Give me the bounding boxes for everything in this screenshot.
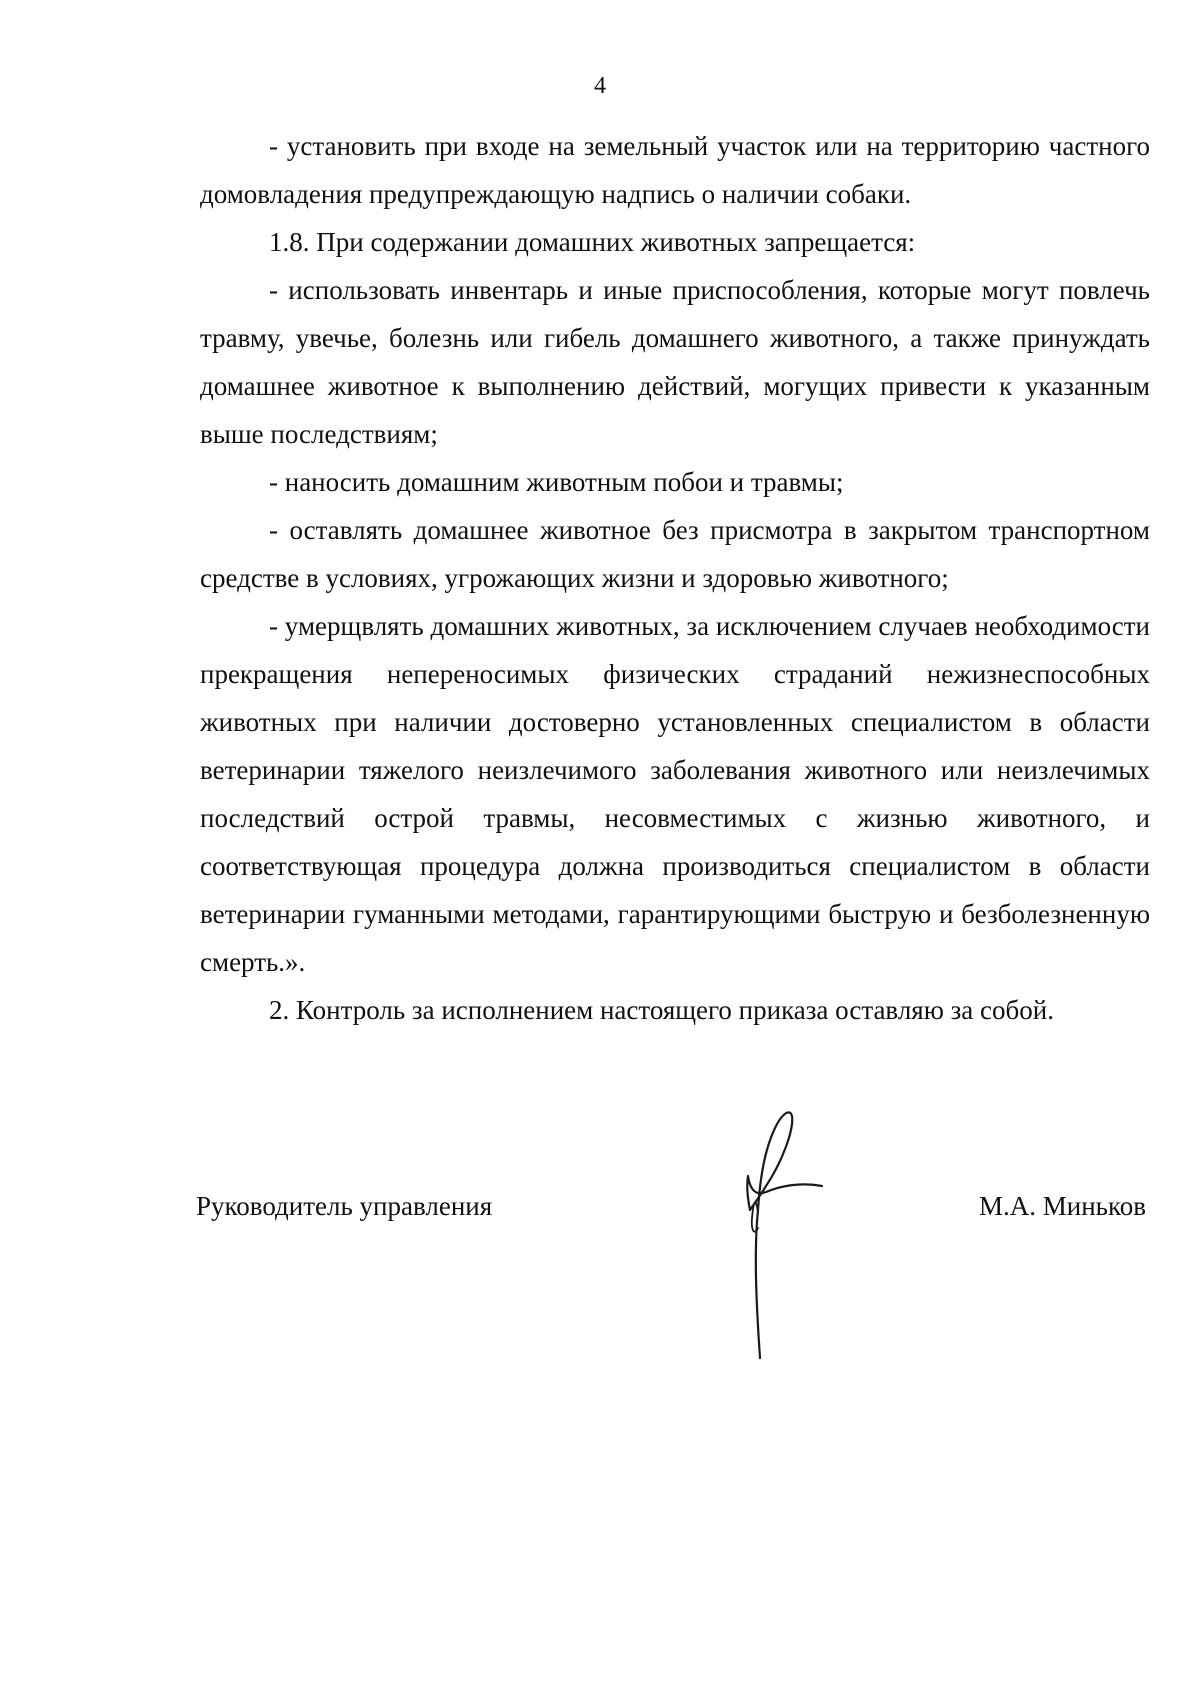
paragraph-control: 2. Контроль за исполнением настоящего приказа оставляю за собой. [269,995,1054,1025]
paragraph-prohibition-equipment: - использовать инвентарь и иные приспособления, которые могут повлечь травму, увечье, болезнь или гибель домашнего животного, а также принуждать домашнее животное к выполнению действий, могущих привести к указанным выше последствиям; [200,275,1150,449]
page-number: 4 [594,73,606,99]
paragraph-prohibition-killing: - умерщвлять домашних животных, за исключением случаев необходимости прекращения непереносимых физических страданий нежизнеспособных животных при наличии достоверно установленных специалистом в области ветеринарии тяжелого неизлечимого заболевания животного или неизлечимых последствий острой травмы, несовместимых с жизнью животного, и соответствующая процедура должна производиться специалистом в области ветеринарии гуманными методами, гарантирующими быструю и безболезненную смерть.». [200,611,1150,977]
signature-block [196,1190,1146,1240]
signatory-name: М.А. Миньков [979,1191,1146,1221]
paragraph-prohibition-vehicle: - оставлять домашнее животное без присмотра в закрытом транспортном средстве в условиях, угрожающих жизни и здоровью животного; [200,515,1150,593]
paragraph-warning-sign: - установить при входе на земельный участок или на территорию частного домовладения предупреждающую надпись о наличии собаки. [200,131,1150,209]
paragraph-prohibition-beating: - наносить домашним животным побои и травмы; [269,467,844,497]
paragraph-section-1-8: 1.8. При содержании домашних животных запрещается: [269,227,916,257]
document-body [200,122,1150,1034]
signatory-position: Руководитель управления [196,1191,493,1221]
